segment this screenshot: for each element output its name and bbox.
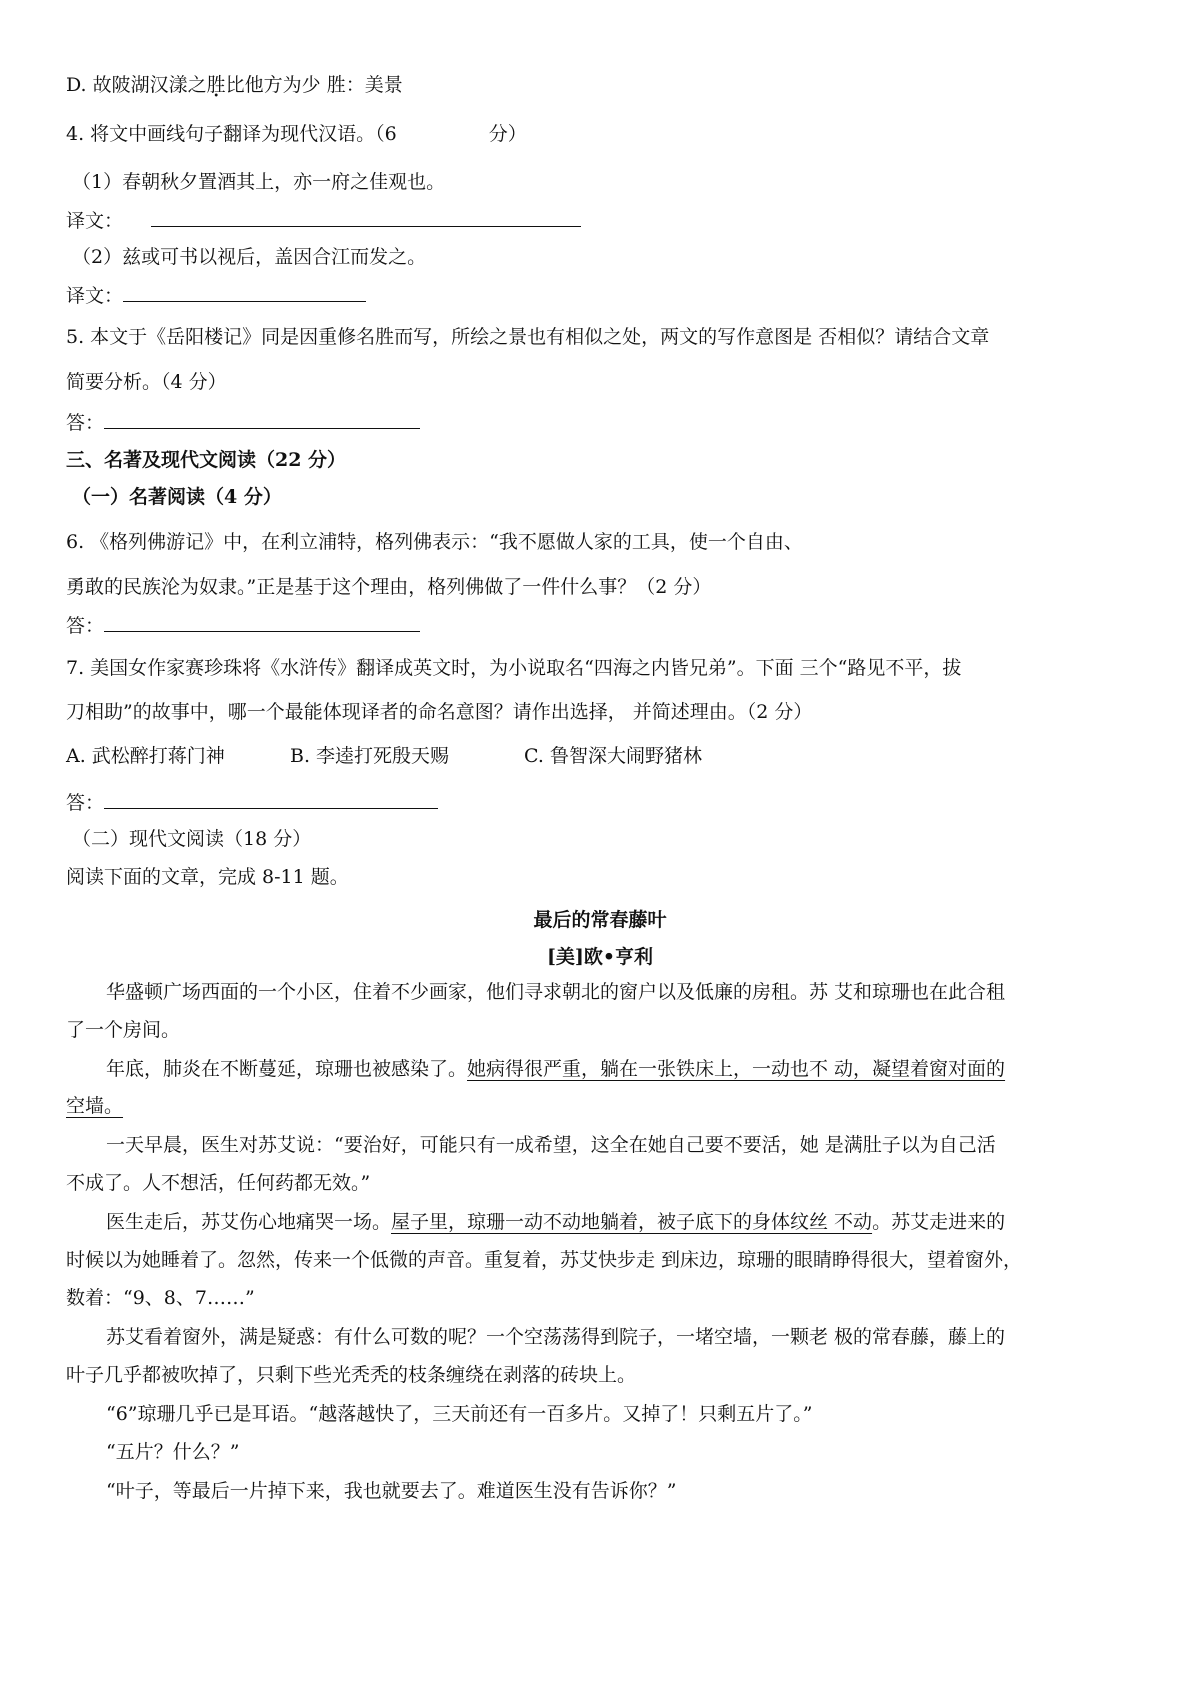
q4-score: 分） — [488, 123, 527, 145]
q6-answer-label: 答： — [66, 615, 105, 637]
paragraph-5-line-2: 叶子几乎都被吹掉了，只剩下些光秃秃的枝条缠绕在剥落的砖块上。 — [66, 1364, 637, 1386]
paragraph-4-text-end: 。苏艾走进来的 — [872, 1211, 1006, 1233]
paragraph-4-line-2: 时候以为她睡着了。忽然，传来一个低微的声音。重复着，苏艾快步走 到床边，琼珊的眼睛睁得很大，望着窗外， — [66, 1249, 1023, 1271]
paragraph-4-line-1 — [106, 1210, 1005, 1235]
option-d-meaning: 比他方为少 胜：美景 — [225, 74, 403, 96]
paragraph-4-text: 医生走后，苏艾伤心地痛哭一场。 — [106, 1211, 392, 1233]
q7-answer-label: 答： — [66, 792, 105, 814]
q4-answer-1-label: 译文： — [66, 210, 124, 232]
q4-answer-1-blank[interactable] — [151, 208, 581, 227]
dotted-char: 胜 — [206, 74, 226, 96]
underlined-sentence-1-end: 空墙。 — [66, 1095, 124, 1117]
q6-answer-blank[interactable] — [104, 613, 420, 632]
option-d-line — [66, 73, 403, 98]
paragraph-3-line-2: 不成了。人不想活，任何药都无效。” — [66, 1172, 371, 1194]
paragraph-5-line-1: 苏艾看着窗外，满是疑惑：有什么可数的呢？一个空荡荡得到院子，一堵空墙，一颗老 极的常春藤，藤上的 — [106, 1326, 1006, 1348]
q7-line-2: 刀相助”的故事中，哪一个最能体现译者的命名意图？请作出选择， 并简述理由。（2 分） — [66, 701, 813, 723]
q7-option-b: B. 李逵打死殷天赐 — [290, 745, 450, 767]
q4-answer-2-label: 译文： — [66, 285, 124, 307]
q5-line-2: 简要分析。（4 分） — [66, 371, 227, 393]
section-3-title: 三、名著及现代文阅读（22 分） — [66, 449, 347, 471]
q5-answer-blank[interactable] — [104, 410, 420, 429]
paragraph-4-line-3: 数着：“9、8、7……” — [66, 1287, 255, 1309]
paragraph-1-line-1: 华盛顿广场西面的一个小区，住着不少画家，他们寻求朝北的窗户以及低廉的房租。苏 艾和琼珊也在此合租 — [106, 981, 1006, 1003]
q7-answer-line — [66, 790, 438, 816]
paragraph-3-line-1: 一天早晨，医生对苏艾说：“要治好，可能只有一成希望，这全在她自己要不要活，她 是满肚子以为自己活 — [106, 1134, 996, 1156]
q4-answer-2-line — [66, 283, 366, 309]
q7-option-c: C. 鲁智深大闹野猪林 — [524, 745, 702, 767]
q5-line-1: 5. 本文于《岳阳楼记》同是因重修名胜而写，所绘之景也有相似之处，两文的写作意图是 否相似？请结合文章 — [66, 326, 990, 348]
underlined-sentence-1: 她病得很严重，躺在一张铁床上，一动也不 动，凝望着窗对面的 — [467, 1058, 1006, 1080]
article-author: [美]欧•亨利 — [546, 946, 654, 968]
paragraph-8: “叶子，等最后一片掉下来，我也就要去了。难道医生没有告诉你？” — [106, 1480, 677, 1502]
underlined-sentence-2: 屋子里，琼珊一动不动地躺着，被子底下的身体纹丝 不动 — [391, 1211, 873, 1233]
q5-answer-label: 答： — [66, 412, 105, 434]
q7-line-1: 7. 美国女作家赛珍珠将《水浒传》翻译成英文时，为小说取名“四海之内皆兄弟”。下面 三个“路见不平，拔 — [66, 657, 962, 679]
q6-line-1: 6. 《格列佛游记》中，在利立浦特，格列佛表示：“我不愿做人家的工具，使一个自由、 — [66, 531, 803, 553]
q6-line-2: 勇敢的民族沦为奴隶。”正是基于这个理由，格列佛做了一件什么事？（2 分） — [66, 576, 712, 598]
q4-stem-line — [66, 122, 527, 147]
paragraph-1-line-2: 了一个房间。 — [66, 1019, 181, 1041]
q6-answer-line — [66, 613, 420, 639]
section-3-sub-2: （二）现代文阅读（18 分） — [72, 828, 312, 850]
section-3-sub-1: （一）名著阅读（4 分） — [72, 486, 282, 508]
option-d-text: D. 故陂湖汉漾之 — [66, 74, 207, 96]
q4-answer-2-blank[interactable] — [123, 283, 366, 302]
paragraph-7: “五片？什么？” — [106, 1441, 240, 1463]
paragraph-2-line-2 — [66, 1094, 123, 1119]
q7-option-a: A. 武松醉打蒋门神 — [66, 745, 225, 767]
paragraph-6: “6”琼珊几乎已是耳语。“越落越快了，三天前还有一百多片。又掉了！只剩五片了。” — [106, 1403, 813, 1425]
q7-answer-blank[interactable] — [104, 790, 438, 809]
reading-instruction: 阅读下面的文章，完成 8-11 题。 — [66, 866, 349, 888]
q4-sentence-2: （2）兹或可书以视后，盖因合江而发之。 — [72, 246, 427, 268]
paragraph-2-line-1 — [106, 1057, 1005, 1082]
q4-answer-1-line — [66, 208, 581, 234]
q5-answer-line — [66, 410, 420, 436]
q4-stem: 4. 将文中画线句子翻译为现代汉语。（6 — [66, 123, 397, 145]
q4-sentence-1: （1）春朝秋夕置酒其上，亦一府之佳观也。 — [72, 171, 446, 193]
article-title: 最后的常春藤叶 — [533, 909, 667, 931]
paragraph-2-text: 年底，肺炎在不断蔓延，琼珊也被感染了。 — [106, 1058, 468, 1080]
